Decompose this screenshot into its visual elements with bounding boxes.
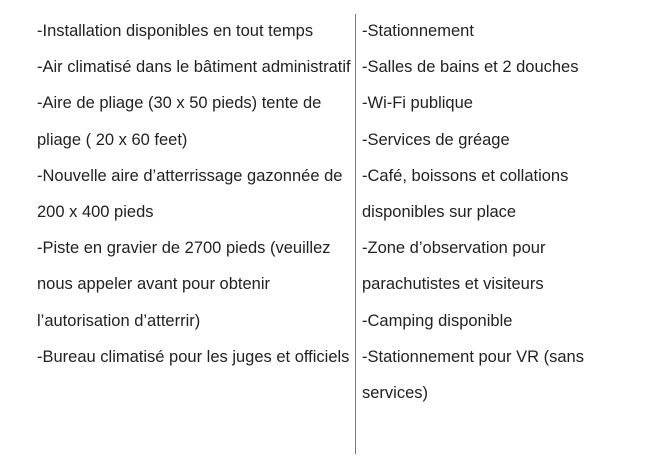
list-item: -Bureau climatisé pour les juges et officiels — [37, 347, 350, 366]
list-item: -Stationnement — [362, 22, 474, 40]
list-item: -Aire de pliage (30 x 50 pieds) tente de pliage ( 20 x 60 feet) — [37, 94, 322, 149]
list-item: -Installation disponibles en tout temps — [37, 22, 314, 40]
list-item: -Services de gréage — [362, 130, 510, 149]
list-item: -Zone d’observation pour parachutistes et visiteurs — [362, 239, 546, 294]
list-item: -Café, boissons et collations disponibles sur place — [362, 166, 569, 222]
right-amenities-list — [362, 13, 647, 411]
list-item: -Piste en gravier de 2700 pieds (veuillez nous appeler avant pour obtenir l’autorisation d’atterrir) — [37, 239, 331, 330]
list-item: -Air climatisé dans le bâtiment administratif — [37, 58, 351, 77]
list-item: -Stationnement pour VR (sans services) — [362, 347, 584, 403]
list-item: -Nouvelle aire d’atterrissage gazonnée de 200 x 400 pieds — [37, 166, 343, 222]
column-divider — [355, 14, 356, 454]
list-item: -Camping disponible — [362, 311, 513, 330]
list-item: -Salles de bains et 2 douches — [362, 58, 579, 77]
left-amenities-list — [37, 13, 352, 375]
list-item: -Wi-Fi publique — [362, 94, 473, 113]
